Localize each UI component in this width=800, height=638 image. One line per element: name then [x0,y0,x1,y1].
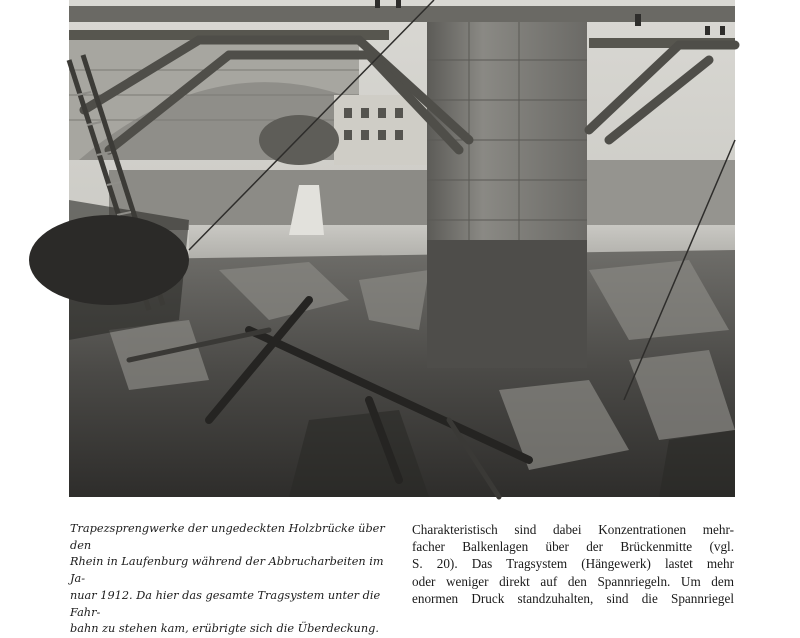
body-line: enormen Druck standzuhalten, sind die Spannriegel [412,590,734,606]
body-paragraph [412,521,734,607]
caption-line: bahn zu stehen kam, erübrigte sich die Überdeckung. [70,622,379,636]
caption-line: nuar 1912. Da hier das gesamte Tragsystem unter die Fahr- [70,588,381,619]
bridge-photograph [69,0,735,497]
photo-caption [70,521,400,638]
body-line: oder weniger direkt auf den Spannriegeln. Um dem [412,573,734,589]
caption-line: Trapezsprengwerke der ungedeckten Holzbrücke über den [70,522,385,552]
body-line: facher Balkenlagen über der Brückenmitte (vgl. [412,539,734,555]
body-line: Charakteristisch sind dabei Konzentrationen mehr- [412,522,734,537]
body-line: S. 20). Das Tragsystem (Hängewerk) lastet mehr [412,556,734,572]
caption-line: Rhein in Laufenburg während der Abbrucharbeiten im Ja- [70,555,384,586]
